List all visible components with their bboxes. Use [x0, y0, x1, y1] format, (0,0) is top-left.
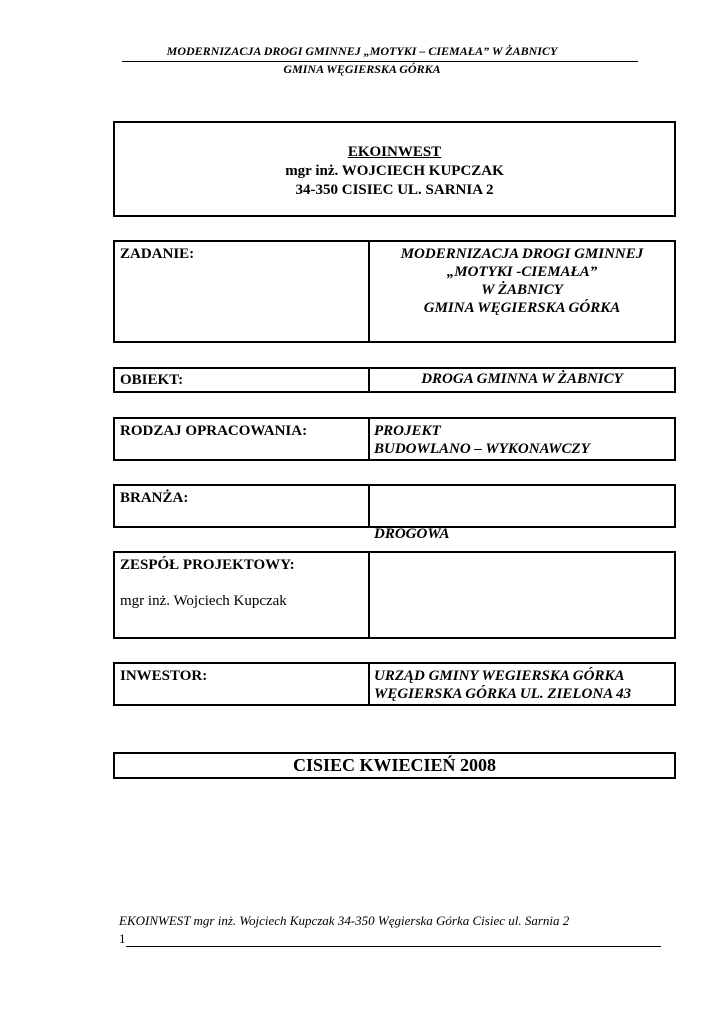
rodzaj-row [113, 417, 676, 461]
page-number: 1 [119, 931, 126, 946]
obiekt-label: OBIEKT: [115, 369, 370, 391]
branza-line: DROGOWA [374, 526, 450, 542]
zadanie-line: W ŻABNICY [481, 282, 563, 298]
header-subtitle: GMINA WĘGIERSKA GÓRKA [283, 62, 441, 76]
zespol-cell [115, 553, 370, 637]
inwestor-line: URZĄD GMINY WEGIERSKA GÓRKA [374, 668, 625, 684]
company-address: 34-350 CISIEC UL. SARNIA 2 [295, 182, 494, 198]
branza-row [113, 484, 676, 542]
inwestor-value [370, 664, 674, 704]
company-person: mgr inż. WOJCIECH KUPCZAK [285, 163, 504, 179]
company-name: EKOINWEST [347, 144, 442, 160]
place-date: CISIEC KWIECIEŃ 2008 [113, 752, 676, 779]
footer-text: EKOINWEST mgr inż. Wojciech Kupczak 34-350 Węgierska Górka Cisiec ul. Sarnia 2 [119, 913, 570, 928]
zespol-row [113, 551, 676, 639]
rodzaj-line: PROJEKT [374, 423, 441, 439]
zadanie-line: MODERNIZACJA DROGI GMINNEJ [400, 246, 644, 262]
inwestor-row [113, 662, 676, 706]
obiekt-value: DROGA GMINNA W ŻABNICY [421, 371, 623, 387]
header-title: MODERNIZACJA DROGI GMINNEJ „MOTYKI – CIEMAŁA” W ŻABNICY [166, 44, 558, 58]
rodzaj-label: RODZAJ OPRACOWANIA: [115, 419, 370, 459]
company-box [113, 121, 676, 217]
zespol-member: mgr inż. Wojciech Kupczak [120, 593, 287, 609]
footer-rule [126, 946, 661, 947]
inwestor-label: INWESTOR: [115, 664, 370, 704]
zespol-signature-area [370, 553, 674, 637]
zadanie-label: ZADANIE: [115, 242, 370, 341]
obiekt-row [113, 367, 676, 393]
zadanie-value [370, 242, 674, 341]
branza-label: BRANŻA: [115, 486, 370, 526]
rodzaj-value [370, 419, 674, 459]
rodzaj-line: BUDOWLANO – WYKONAWCZY [374, 441, 590, 457]
inwestor-line: WĘGIERSKA GÓRKA UL. ZIELONA 43 [374, 686, 632, 702]
zadanie-line: GMINA WĘGIERSKA GÓRKA [423, 300, 621, 316]
zadanie-row [113, 240, 676, 343]
branza-value [370, 486, 674, 542]
zadanie-line: „MOTYKI -CIEMAŁA” [446, 264, 598, 280]
zespol-label: ZESPÓŁ PROJEKTOWY: [120, 557, 295, 573]
